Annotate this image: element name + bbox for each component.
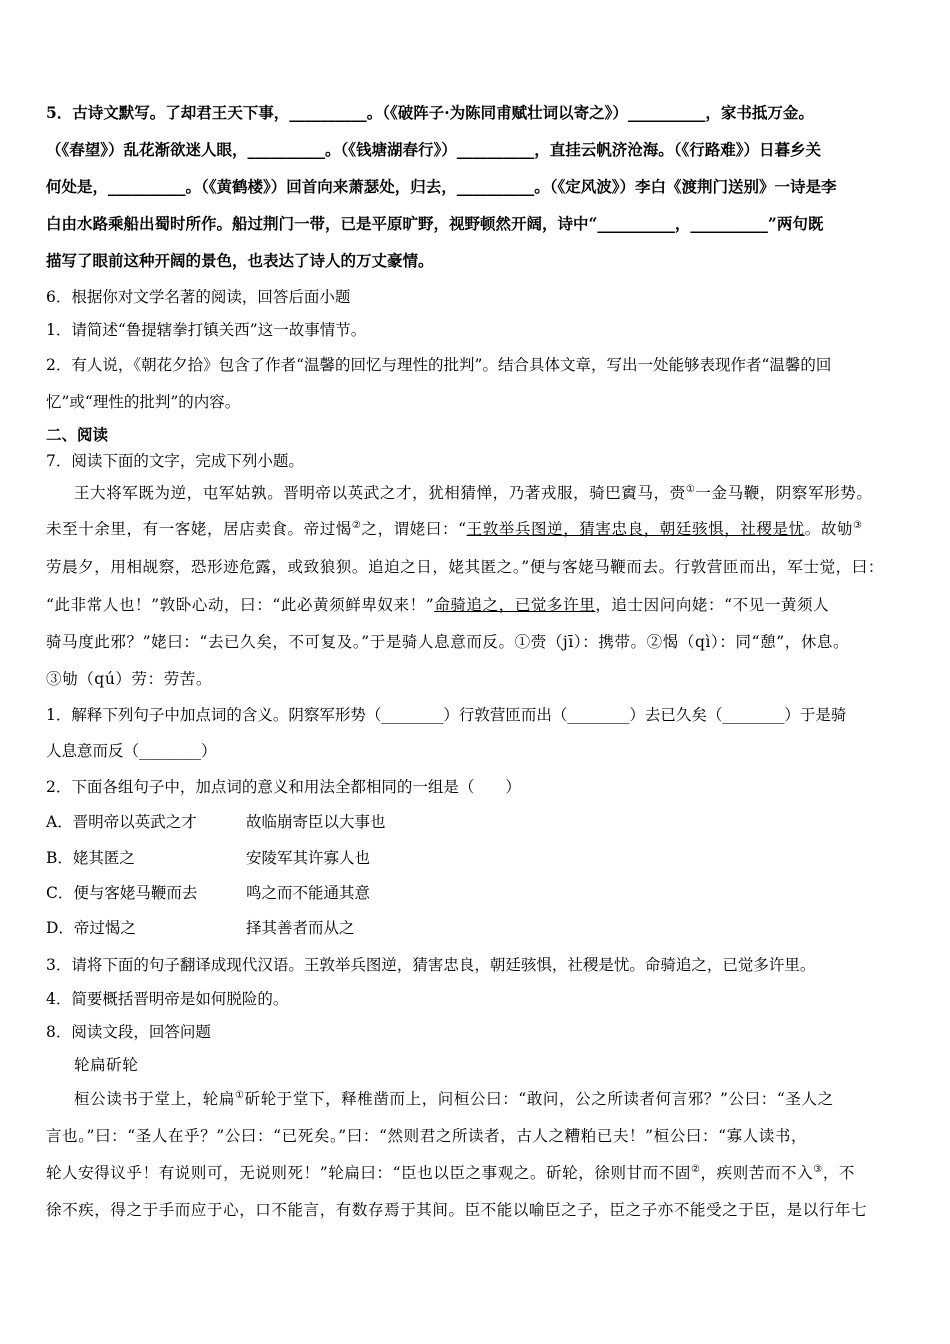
q7-sub-4: 4．简要概括晋明帝是如何脱险的。: [46, 990, 289, 1008]
q6-title: 6．根据你对文学名著的阅读，回答后面小题: [46, 288, 351, 306]
text: ，疾则苦而不入: [700, 1164, 814, 1182]
text: 之，谓姥曰：“: [361, 520, 467, 538]
q7-sub-1a: 1．解释下列句子中加点词的含义。阴察军形势（________）行敦营匝而出（________）去已久矣（________）于是骑: [46, 706, 847, 724]
q8-passage-heading: 轮扁斫轮: [74, 1056, 139, 1074]
q8-passage-line-4: 徐不疾，得之于手而应于心，口不能言，有数存焉于其间。臣不能以喻臣之子，臣之子亦不能受之于臣，是以行年七: [46, 1201, 868, 1219]
q8-passage-line-1: [74, 1087, 904, 1109]
footnote-mark: ①: [685, 483, 696, 495]
text: ，不: [822, 1164, 856, 1182]
q7-passage-line-3: 劳晨夕，用相觇察，恐形迹危露，或致狼狈。追迫之日，姥其匿之。”便与客姥马鞭而去。行敦营匝而出，军士觉，曰：: [46, 558, 884, 576]
footnote-mark: ①: [235, 1089, 245, 1101]
option-a-left: A．晋明帝以英武之才: [46, 813, 197, 831]
text: 轮人安得议乎！有说则可，无说则死！”轮扁曰：“臣也以臣之事观之。斫轮，徐则甘而不固: [46, 1164, 691, 1182]
q5-line-1: 5．古诗文默写。了却君王天下事，__________。（《破阵子·为陈同甫赋壮词以寄之》）__________，家书抵万金。: [46, 103, 814, 122]
q7-option-b[interactable]: [46, 846, 904, 868]
text: 。故劬: [804, 520, 854, 538]
q5-line-3: 何处是，__________。（《黄鹤楼》）回首向来萧瑟处，归去，__________。（《定风波》）李白《渡荆门送别》一诗是李: [46, 177, 837, 196]
text: 斫轮于堂下，释椎凿而上，问桓公曰：“敢问，公之所读者何言邪？”公曰：“圣人之: [244, 1090, 834, 1108]
underlined-sentence: 命骑追之，已觉多许里: [434, 596, 596, 614]
q8-passage-line-3: [46, 1161, 904, 1183]
q7-passage-line-6: ③劬（qú）劳：劳苦。: [46, 670, 213, 688]
option-b-left: B．姥其匿之: [46, 849, 135, 867]
q5-line-2: （《春望》）乱花渐欲迷人眼，__________。（《钱塘湖春行》）__________，直挂云帆济沧海。（《行路难》）日暮乡关: [46, 140, 822, 159]
option-d-right: 择其善者而从之: [246, 919, 355, 937]
q6-sub-2b: 忆”或“理性的批判”的内容。: [46, 393, 241, 411]
option-c-right: 鸣之而不能通其意: [246, 884, 371, 902]
q7-passage-line-2: [46, 517, 904, 539]
q7-sub-3: 3．请将下面的句子翻译成现代汉语。王敦举兵图逆，猜害忠良，朝廷骇惧，社稷是忧。命骑追之，已觉多许里。: [46, 956, 816, 974]
option-d-left: D．帝过愒之: [46, 919, 136, 937]
q7-passage-line-1: [74, 481, 904, 503]
q5-line-4: 白由水路乘船出蜀时所作。船过荆门一带，已是平原旷野，视野顿然开阔，诗中“__________，__________”两句既: [46, 214, 824, 233]
q8-title: 8．阅读文段，回答问题: [46, 1023, 211, 1041]
q7-sub-2: 2．下面各组句子中，加点词的意义和用法全都相同的一组是（ ）: [46, 778, 521, 796]
q6-sub-2a: 2．有人说，《朝花夕拾》包含了作者“温馨的回忆与理性的批判”。结合具体文章，写出一处能够表现作者“温馨的回: [46, 356, 832, 374]
q5-line-5: 描写了眼前这种开阔的景色，也表达了诗人的万丈豪情。: [46, 251, 434, 270]
text: 未至十余里，有一客姥，居店卖食。帝过愒: [46, 520, 352, 538]
option-c-left: C．便与客姥马鞭而去: [46, 884, 198, 902]
q8-passage-line-2: 言也。”曰：“圣人在乎？”公曰：“已死矣。”曰：“然则君之所读者，古人之糟粕已夫！”桓公曰：“寡人读书，: [46, 1127, 808, 1145]
q7-option-d[interactable]: [46, 916, 904, 938]
option-a-right: 故临崩寄臣以大事也: [246, 813, 386, 831]
footnote-mark: ③: [853, 519, 863, 531]
q7-passage-line-5: 骑马度此邪？”姥曰：“去已久矣，不可复及。”于是骑人息意而反。①赍（jī）：携带。②愒（qì）：同“憩”，休息。: [46, 633, 850, 651]
text: ，追士因问向姥：“不见一黄须人: [595, 596, 830, 614]
text: 桓公读书于堂上，轮扁: [74, 1090, 236, 1108]
footnote-mark: ③: [813, 1163, 823, 1175]
q7-passage-line-4: [46, 593, 904, 615]
option-b-right: 安陵军其许寡人也: [246, 849, 371, 867]
q7-option-a[interactable]: [46, 810, 904, 832]
section-heading: 二、阅读: [46, 425, 109, 444]
footnote-mark: ②: [690, 1163, 701, 1175]
footnote-mark: ②: [351, 519, 362, 531]
underlined-sentence: 王敦举兵图逆，猜害忠良，朝廷骇惧，社稷是忧: [466, 520, 805, 538]
text: “此非常人也！”敦卧心动，曰：“此必黄须鲜卑奴来！”: [46, 596, 435, 614]
q7-title: 7．阅读下面的文字，完成下列小题。: [46, 452, 304, 470]
text: 王大将军既为逆，屯军姑孰。晋明帝以英武之才，犹相猜惮，乃著戎服，骑巴賨马，赍: [74, 484, 686, 502]
text: 一金马鞭，阴察军形势。: [695, 484, 873, 502]
q7-sub-1b: 人息意而反（________）: [46, 742, 217, 760]
q7-option-c[interactable]: [46, 881, 904, 903]
q6-sub-1: 1．请简述“鲁提辖拳打镇关西”这一故事情节。: [46, 321, 367, 339]
